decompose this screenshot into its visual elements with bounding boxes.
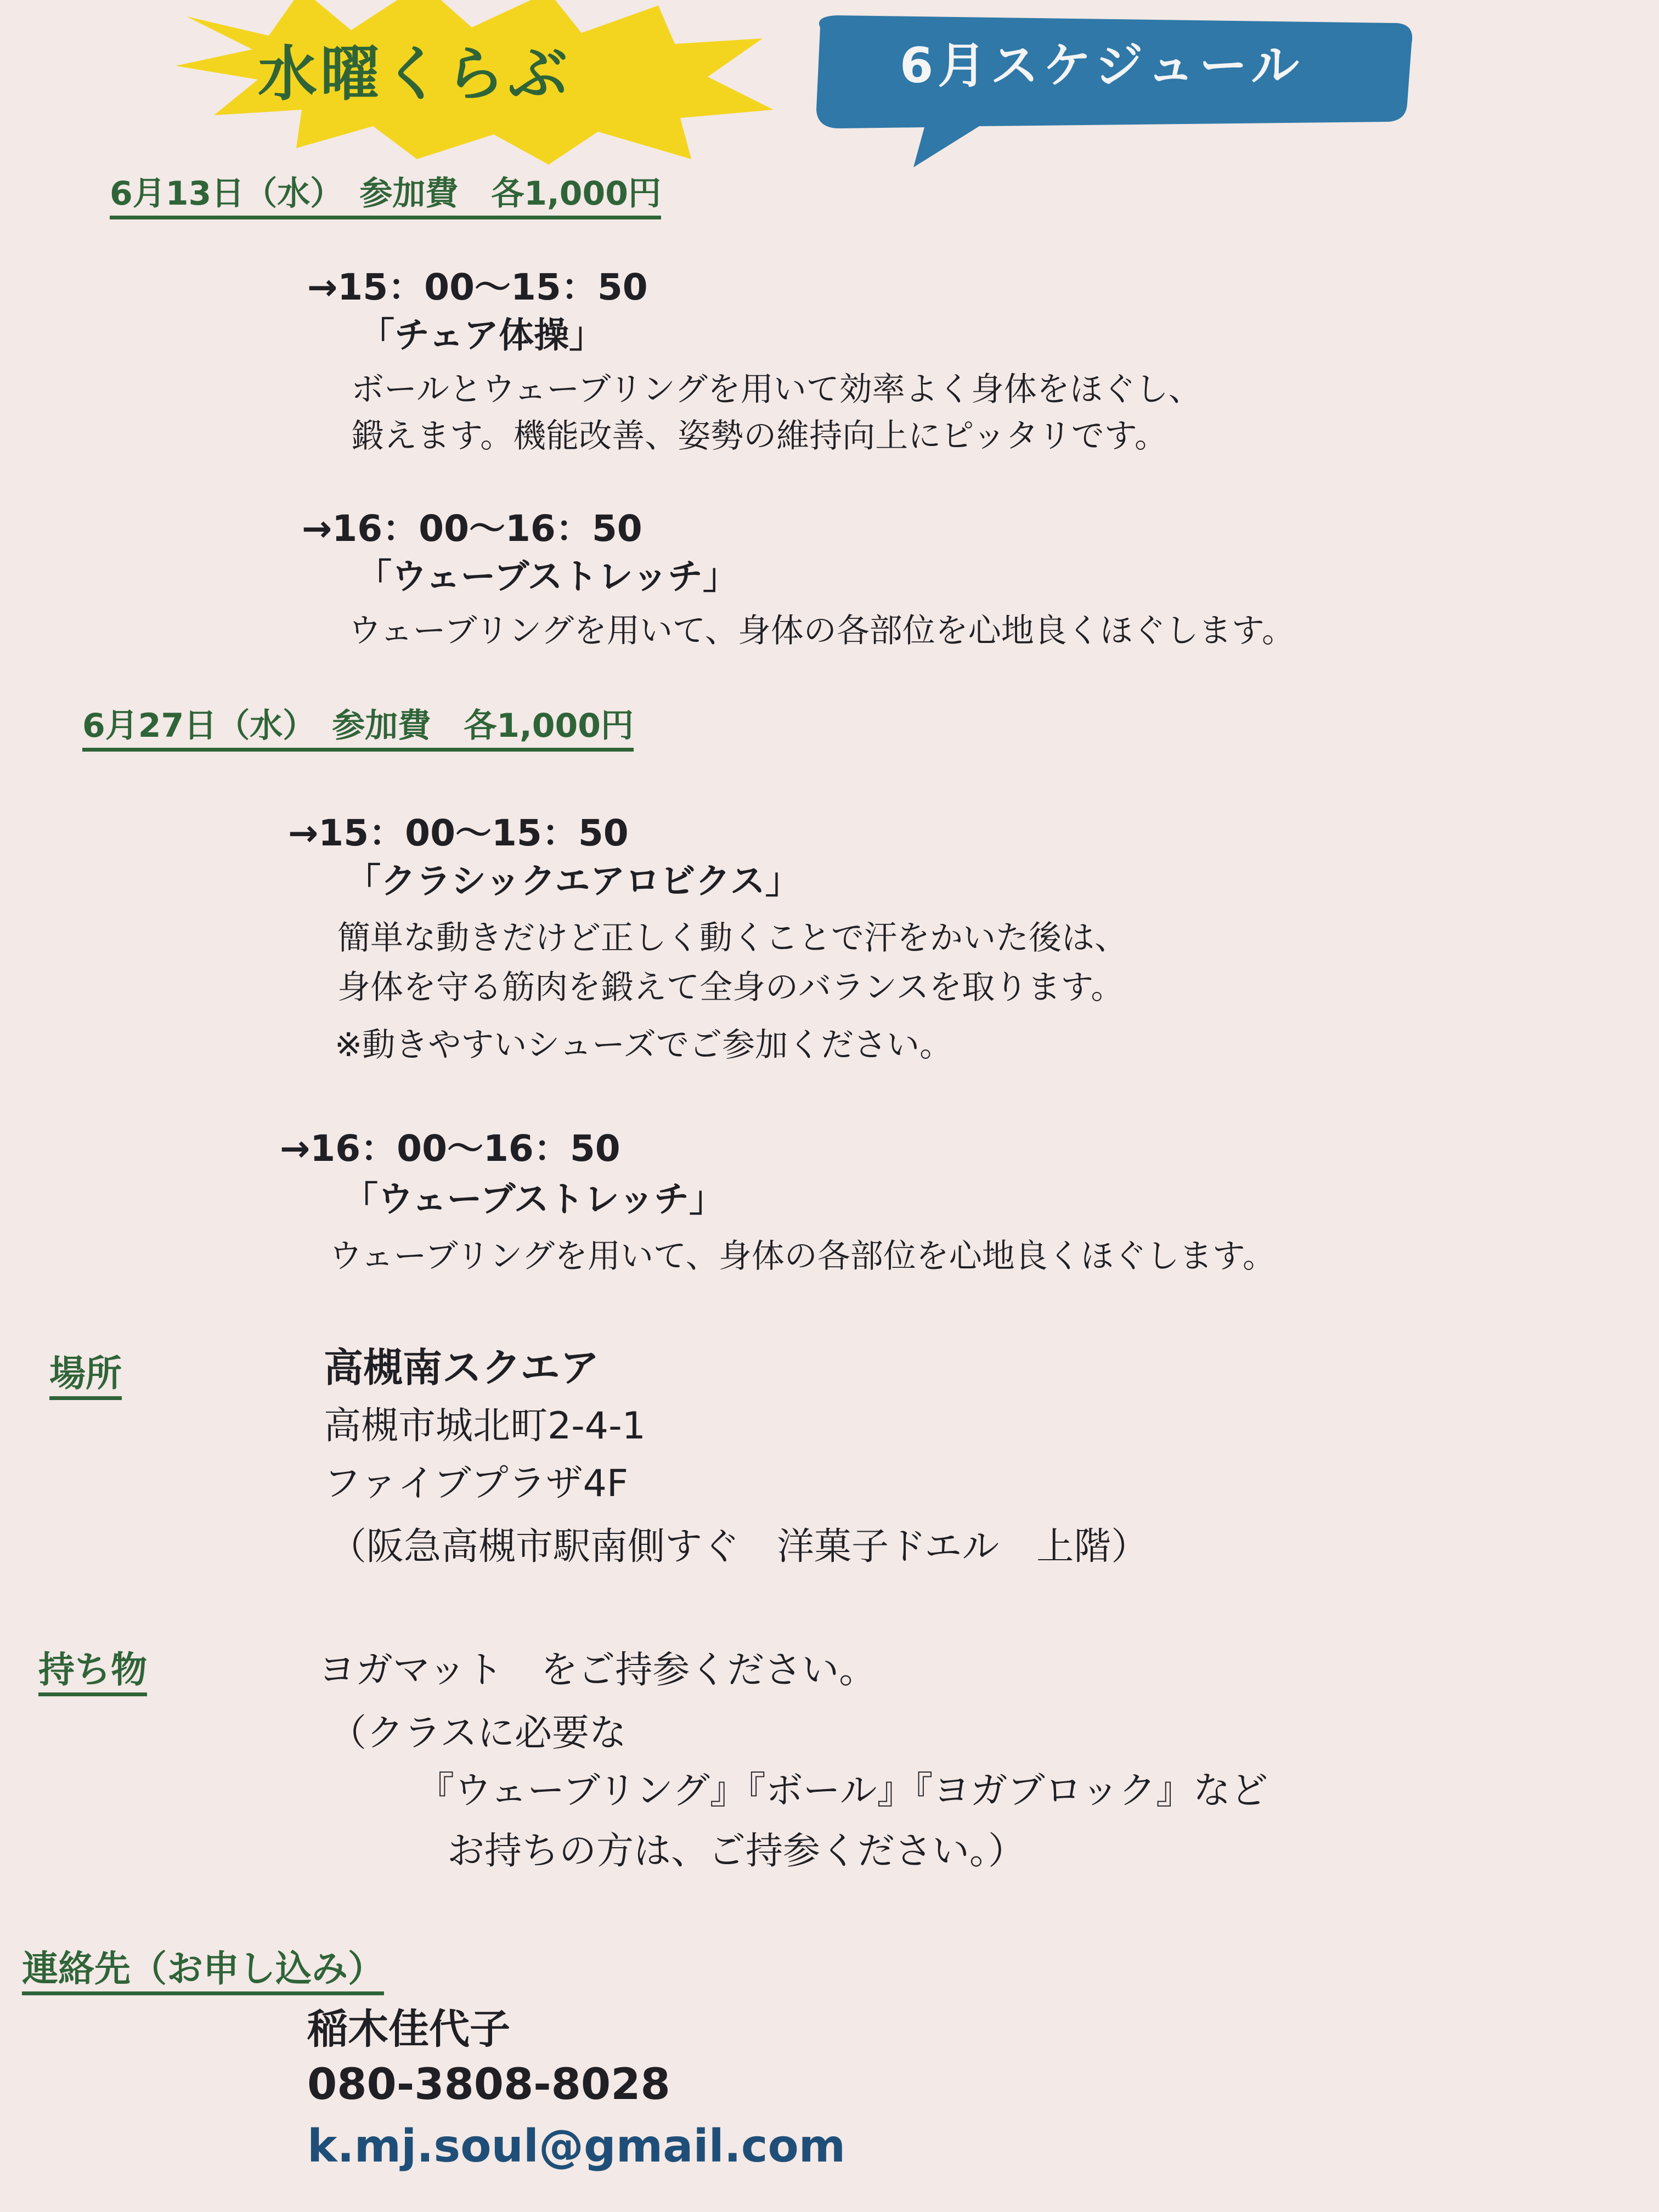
belongings-line-1: ヨガマット をご持参ください。 [318,1649,877,1692]
session-2-class-1-name: 「クラシックエアロビクス」 [346,861,800,902]
session-2-date-heading: 6月27日（水） 参加費 各1,000円 [82,699,634,752]
venue-name: 高槻南スクエア [324,1345,600,1391]
belongings-line-3: 『ウェーブリング』『ボール』『ヨガブロック』など [417,1769,1268,1813]
contact-email: k.mj.soul@gmail.com [307,2120,846,2172]
session-1-date-heading: 6月13日（水） 参加費 各1,000円 [110,167,661,219]
session-2-class-1-desc-line-1: 簡単な動きだけど正しく動くことで汗をかいた後は、 [337,919,1127,957]
contact-name: 稲木佳代子 [307,2006,510,2053]
session-1-class-1-time: →15：00〜15：50 [307,266,648,308]
belongings-line-2: （クラスに必要な [329,1712,627,1755]
club-title: 水曜くらぶ [258,40,571,109]
contact-phone: 080-3808-8028 [307,2060,670,2109]
session-2-class-2-name: 「ウェーブストレッチ」 [343,1180,725,1220]
venue-building: ファイブプラザ4F [324,1462,628,1505]
belongings-label: 持ち物 [38,1640,147,1696]
venue-address: 高槻市城北町2-4-1 [324,1404,646,1448]
session-2-class-1-desc-line-2: 身体を守る筋肉を鍛えて全身のバランスを取ります。 [337,968,1124,1007]
session-2-class-1-desc-line-3: ※動きやすいシューズでご参加ください。 [335,1026,953,1064]
session-2-class-2-desc-line-1: ウェーブリングを用いて、身体の各部位を心地良くほぐします。 [329,1237,1276,1276]
session-2-class-2-time: →16：00〜16：50 [280,1127,620,1170]
session-1-class-1-desc-line-1: ボールとウェーブリングを用いて効率よく身体をほぐし、 [351,370,1201,409]
belongings-line-4: お持ちの方は、ご持参ください。） [447,1830,1026,1873]
session-1-class-2-time: →16：00〜16：50 [302,507,642,550]
session-1-class-2-name: 「ウェーブストレッチ」 [357,557,738,597]
session-1-class-1-name: 「チェア体操」 [359,315,605,356]
venue-note: （阪急高槻市駅南側すぐ 洋菓子ドエル 上階） [329,1525,1149,1568]
contact-label: 連絡先（お申し込み） [22,1939,384,1995]
schedule-title: 6月スケジュール [900,37,1304,94]
session-1-class-1-desc-line-2: 鍛えます。機能改善、姿勢の維持向上にピッタリです。 [351,417,1167,455]
session-2-class-1-time: →15：00〜15：50 [288,812,629,854]
venue-label: 場所 [49,1344,122,1400]
session-1-class-2-desc-line-1: ウェーブリングを用いて、身体の各部位を心地良くほぐします。 [348,612,1295,650]
